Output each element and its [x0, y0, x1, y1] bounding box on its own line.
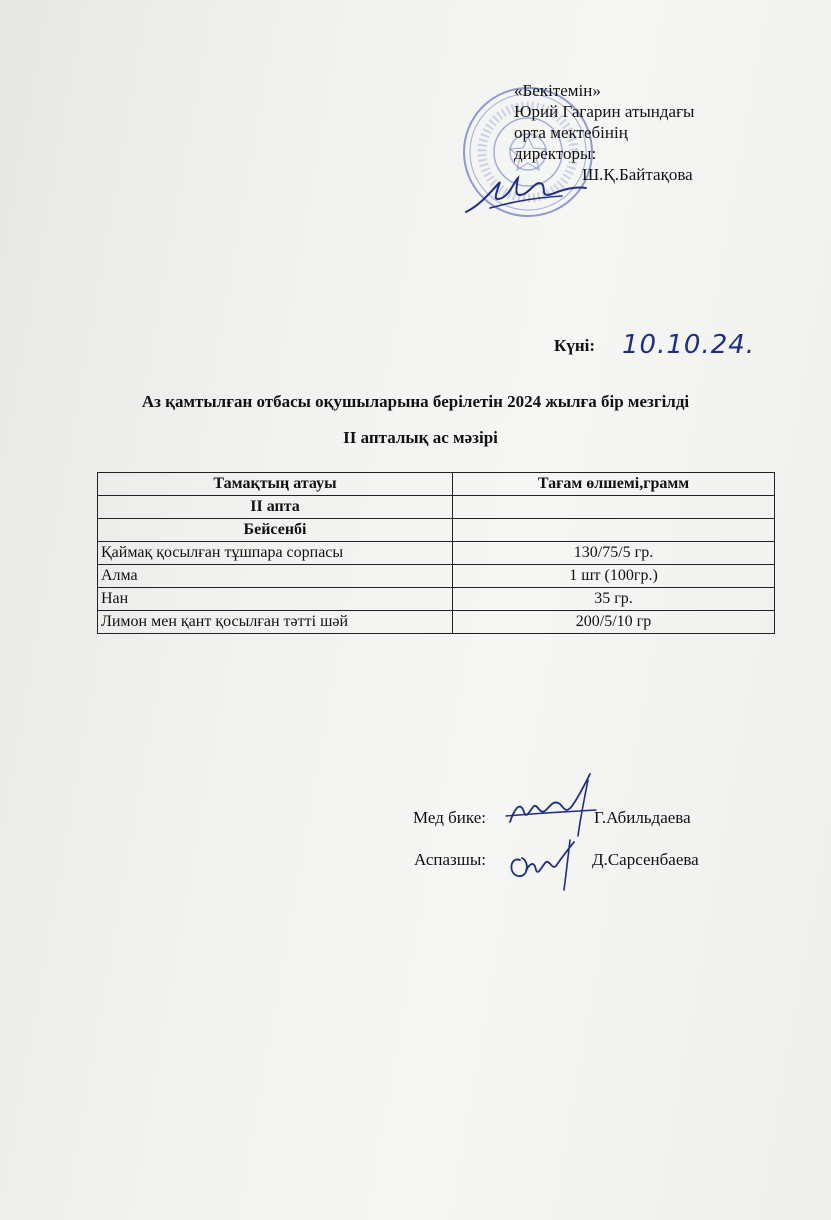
dish-name: Алма [98, 565, 453, 588]
nurse-signature [500, 770, 600, 840]
menu-table [97, 472, 775, 634]
document-title: Аз қамтылған отбасы оқушыларына берілетін 2024 жылға бір мезгілді [141, 392, 690, 411]
dish-amount: 130/75/5 гр. [453, 542, 775, 565]
approval-block [514, 80, 774, 185]
empty-cell [453, 496, 775, 519]
dish-amount: 1 шт (100гр.) [453, 565, 775, 588]
dish-name: Қаймақ қосылған тұшпара сорпасы [98, 542, 453, 565]
table-row [98, 588, 775, 611]
table-row [98, 611, 775, 634]
day-label: Бейсенбі [98, 519, 453, 542]
dish-amount: 200/5/10 гр [453, 611, 775, 634]
document-subtitle: II апталық ас мәзірі [343, 428, 498, 447]
date-label: Күні: [554, 336, 596, 355]
dish-amount: 35 гр. [453, 588, 775, 611]
dish-name: Нан [98, 588, 453, 611]
cook-label: Аспазшы: [414, 850, 486, 869]
handwritten-date: 10.10.24. [622, 330, 756, 360]
table-row-day [98, 519, 775, 542]
dish-name: Лимон мен қант қосылған тәтті шәй [98, 611, 453, 634]
nurse-name: Г.Абильдаева [594, 808, 691, 827]
approval-position: директоры: [514, 144, 597, 163]
table-row-week [98, 496, 775, 519]
cook-signature [500, 830, 590, 894]
header-dish-name: Тамақтың атауы [98, 473, 453, 496]
director-name: Ш.Қ.Байтақова [582, 165, 693, 184]
empty-cell [453, 519, 775, 542]
approval-school-line: Юрий Гагарин атындағы [514, 102, 695, 121]
nurse-label: Мед бике: [413, 808, 486, 827]
table-row [98, 565, 775, 588]
approval-heading: «Бекітемін» [514, 81, 601, 100]
table-row [98, 542, 775, 565]
header-portion-size: Тағам өлшемі,грамм [453, 473, 775, 496]
cook-name: Д.Сарсенбаева [592, 850, 699, 869]
approval-school-line-2: орта мектебінің [514, 123, 628, 142]
table-header-row [98, 473, 775, 496]
week-label: II апта [98, 496, 453, 519]
